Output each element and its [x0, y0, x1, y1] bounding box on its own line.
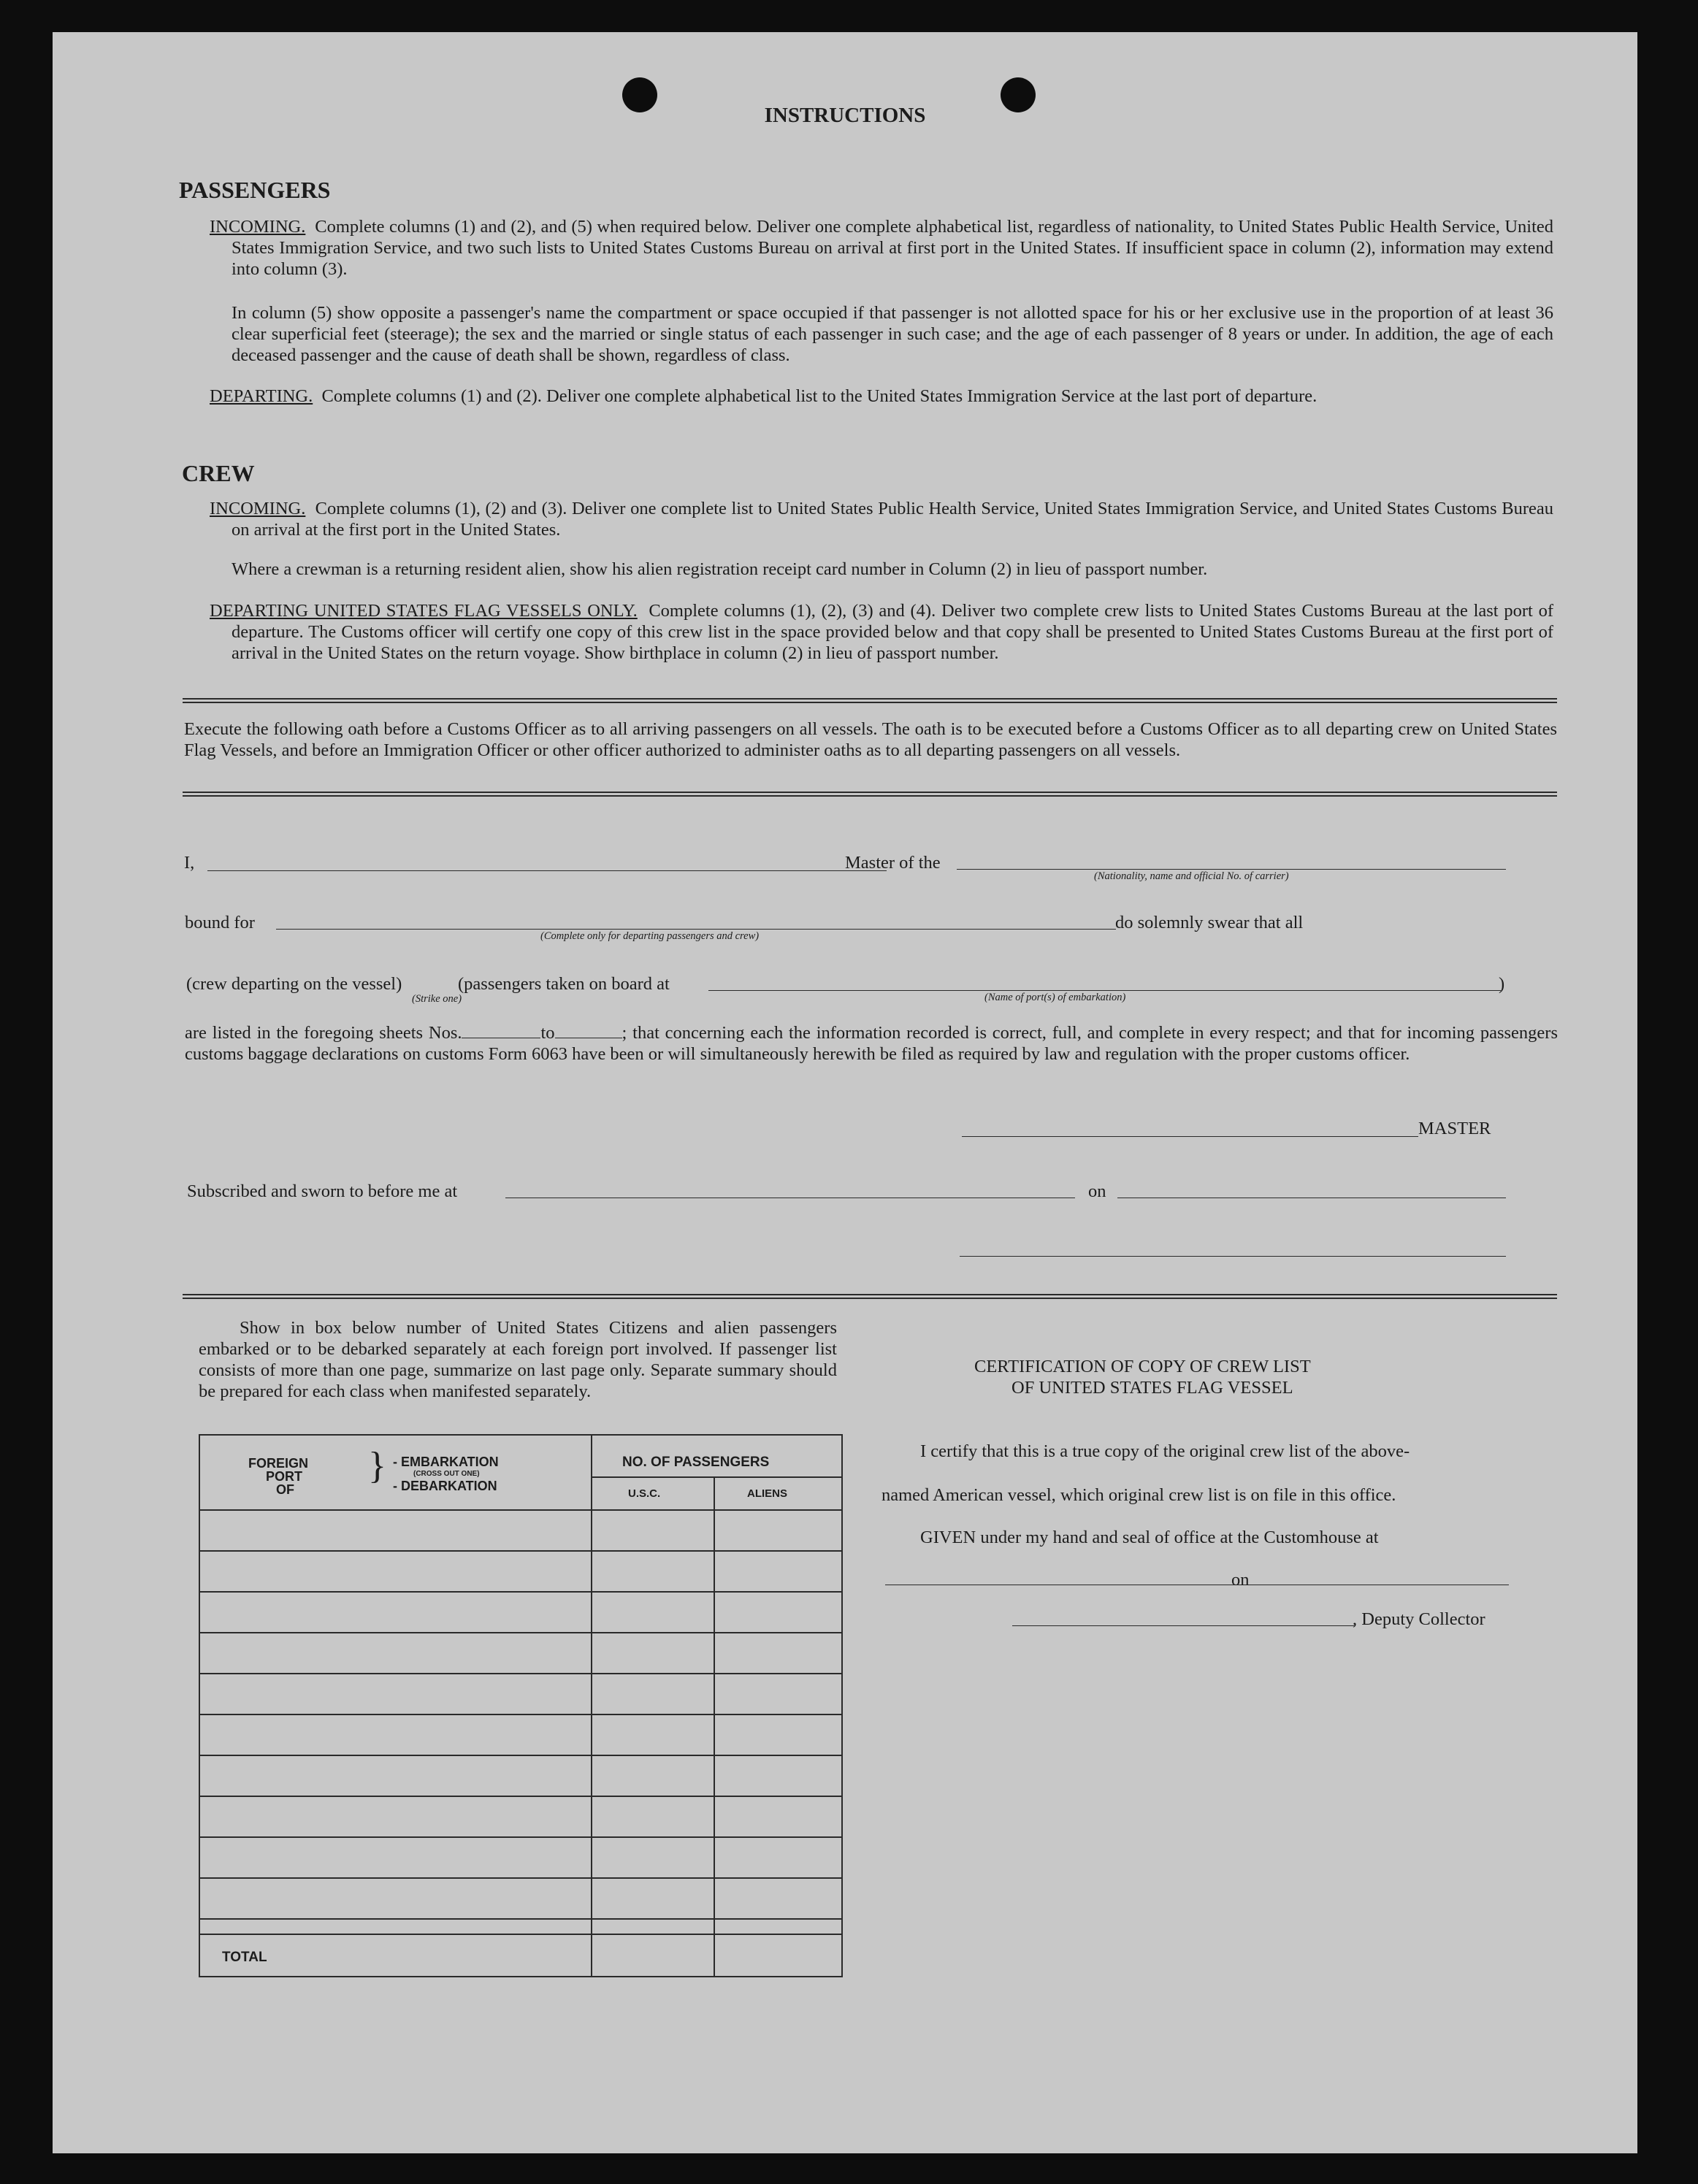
- table-row-rule: [199, 1755, 841, 1756]
- listed-a: are listed in the foregoing sheets Nos.: [185, 1023, 462, 1043]
- table-row-rule: [199, 1714, 841, 1715]
- complete-caption: (Complete only for departing passengers and crew): [540, 930, 760, 942]
- col-no-passengers: NO. OF PASSENGERS: [622, 1455, 770, 1470]
- deputy-label: , Deputy Collector: [1353, 1609, 1485, 1629]
- total-label: TOTAL: [222, 1950, 267, 1965]
- table-row-rule: [199, 1591, 841, 1593]
- sheet-to-field[interactable]: [555, 1023, 622, 1038]
- col-foreign-3: OF: [276, 1482, 294, 1497]
- passenger-summary-table: [199, 1434, 843, 1977]
- cert-line-1: I certify that this is a true copy of the original crew list of the above-: [920, 1441, 1410, 1461]
- cert-line-2: named American vessel, which original crew list is on file in this office.: [881, 1485, 1396, 1505]
- bound-for-field[interactable]: [276, 929, 1116, 930]
- listed-to: to: [540, 1023, 555, 1043]
- cert-on: on: [1231, 1570, 1250, 1590]
- subscribed-label: Subscribed and sworn to before me at: [187, 1181, 458, 1201]
- table-total-rule: [199, 1934, 841, 1935]
- crew-departing-text: Complete columns (1), (2), (3) and (4). Deliver two complete crew lists to United States Customs Bureau at the last port of departure. The Customs officer will certify one copy of this crew list in the space provided below and that copy shall be presented to United States Customs Bureau at the first port of arrival in the United States on the return voyage. Show birthplace in column (2) in lieu of passport number.: [232, 601, 1553, 663]
- cross-out-caption: (CROSS OUT ONE): [413, 1470, 480, 1478]
- passengers-departing-label: DEPARTING.: [210, 386, 313, 406]
- crew-heading: CREW: [182, 460, 255, 486]
- master-name-field[interactable]: [207, 870, 887, 871]
- embarkation-ports-field[interactable]: [708, 990, 1501, 991]
- table-row-rule: [199, 1550, 841, 1552]
- passengers-departing-paragraph: [210, 386, 1553, 407]
- crew-departing-option[interactable]: (crew departing on the vessel): [186, 974, 402, 994]
- sheet-from-field[interactable]: [462, 1023, 540, 1038]
- passengers-incoming-label: INCOMING.: [210, 217, 306, 237]
- page-title: INSTRUCTIONS: [764, 104, 926, 127]
- table-row-rule: [199, 1836, 841, 1838]
- col-aliens: ALIENS: [747, 1487, 788, 1500]
- passengers-incoming-paragraph: [210, 216, 1553, 280]
- table-divider-1: [591, 1434, 592, 1977]
- passengers-column5-paragraph: In column (5) show opposite a passenger's name the compartment or space occupied if that passenger is not allotted space for his or her exclusive use in the proportion of at least 36 clear superficial feet (steerage); the sex and the married or single status of each passenger in such case; and the age of each passenger of 8 years or under. In addition, the age of each deceased passenger and the cause of death shall be shown, regardless of class.: [232, 303, 1553, 365]
- master-label: MASTER: [1418, 1119, 1491, 1138]
- table-subheader-rule: [591, 1476, 841, 1478]
- table-row-rule: [199, 1877, 841, 1879]
- table-row-rule: [199, 1673, 841, 1674]
- oath-listed-paragraph: [185, 1022, 1558, 1065]
- table-row-rule: [199, 1918, 841, 1920]
- cert-line-3: GIVEN under my hand and seal of office at the Customhouse at: [920, 1528, 1379, 1547]
- passengers-departing-text: Complete columns (1) and (2). Deliver one complete alphabetical list to the United States Immigration Service at the last port of departure.: [321, 386, 1318, 406]
- col-foreign-1: FOREIGN: [248, 1456, 309, 1471]
- summary-instructions: Show in box below number of United States Citizens and alien passengers embarked or to be debarked separately at each foreign port involved. If passenger list consists of more than one page, summarize on last page only. Separate summary should be prepared for each class when manifested separately.: [199, 1318, 837, 1401]
- passengers-incoming-text: Complete columns (1) and (2), and (5) when required below. Deliver one complete alphabetical list, regardless of nationality, to United States Public Health Service, United States Immigration Service, and two such lists to United States Customs Bureau on arrival at first port in the United States. If insufficient space in column (2), information may extend into column (3).: [232, 217, 1553, 279]
- passengers-taken-option[interactable]: (passengers taken on board at: [458, 974, 670, 994]
- form-sheet: [53, 32, 1637, 2153]
- oath-bound-for: bound for: [185, 913, 255, 932]
- double-rule-2: [183, 792, 1557, 797]
- crew-incoming-paragraph: [210, 498, 1553, 540]
- oath-master-of: Master of the: [845, 853, 941, 873]
- oath-swear: do solemnly swear that all: [1115, 913, 1304, 932]
- listed-b: ; that concerning each the information recorded is correct, full, and complete in every respect; and that for incoming passengers customs baggage declarations on customs Form 6063 have been or will simultaneously herewith be filed as required by law and regulation with the proper customs officer.: [185, 1023, 1558, 1064]
- col-usc: U.S.C.: [628, 1487, 661, 1500]
- crew-resident-paragraph: Where a crewman is a returning resident alien, show his alien registration receipt card number in Column (2) in lieu of passport number.: [232, 559, 1208, 579]
- carrier-field[interactable]: [957, 869, 1506, 870]
- brace-icon: }: [368, 1445, 386, 1487]
- subscribed-on: on: [1088, 1181, 1106, 1201]
- crew-departing-paragraph: [210, 600, 1553, 664]
- oath-intro: Execute the following oath before a Customs Officer as to all arriving passengers on all vessels. The oath is to be executed before a Customs Officer as to all departing crew on United States Flag Vessels, and before an Immigration Officer or other officer authorized to administer oaths as to all departing passengers on all vessels.: [184, 719, 1557, 760]
- table-row-rule: [199, 1632, 841, 1633]
- strike-one-caption: (Strike one): [412, 993, 462, 1005]
- master-signature-field[interactable]: [962, 1136, 1418, 1137]
- deputy-signature-field[interactable]: [1012, 1625, 1355, 1626]
- oath-i-label: I,: [184, 853, 195, 873]
- col-debarkation: - DEBARKATION: [393, 1479, 497, 1493]
- double-rule-1: [183, 698, 1557, 703]
- crew-incoming-label: INCOMING.: [210, 499, 306, 518]
- col-embarkation: - EMBARKATION: [393, 1455, 499, 1469]
- close-paren: ): [1499, 974, 1505, 994]
- crew-incoming-text: Complete columns (1), (2) and (3). Deliver one complete list to United States Public Health Service, United States Immigration Service, and United States Customs Bureau on arrival at the first port in the United States.: [232, 499, 1554, 540]
- cert-heading-2: OF UNITED STATES FLAG VESSEL: [1011, 1378, 1293, 1398]
- officer-signature-field[interactable]: [960, 1256, 1506, 1257]
- crew-departing-label: DEPARTING UNITED STATES FLAG VESSELS ONLY.: [210, 601, 638, 621]
- table-header-rule: [199, 1509, 841, 1511]
- passengers-heading: PASSENGERS: [179, 177, 331, 203]
- ports-caption: (Name of port(s) of embarkation): [984, 992, 1126, 1003]
- double-rule-3: [183, 1294, 1557, 1299]
- nationality-caption: (Nationality, name and official No. of carrier): [1094, 870, 1289, 882]
- table-row-rule: [199, 1796, 841, 1797]
- cert-heading-1: CERTIFICATION OF COPY OF CREW LIST: [974, 1357, 1311, 1376]
- col-foreign-2: PORT: [266, 1469, 303, 1484]
